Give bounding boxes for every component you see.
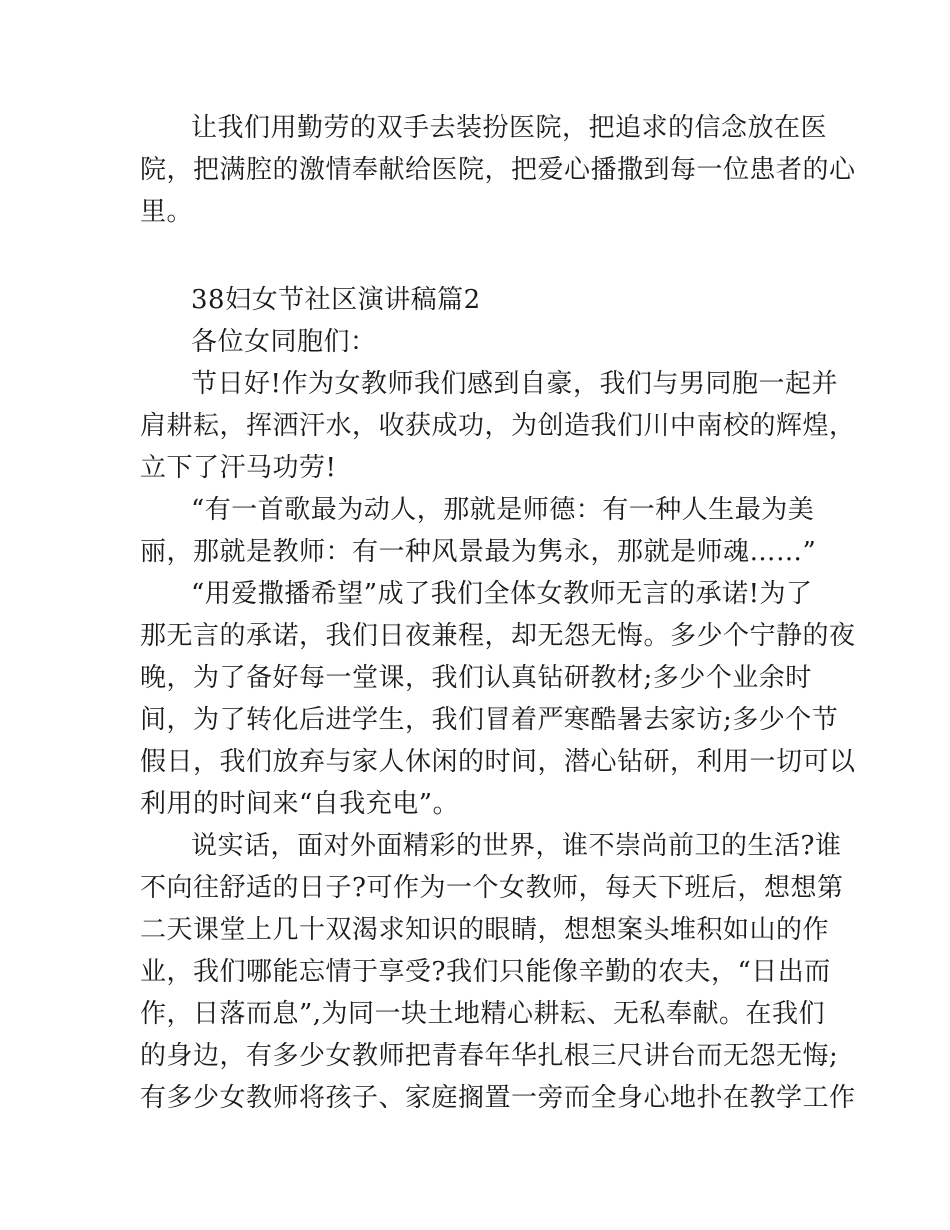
paragraph-line: 不向往舒适的日子?可作为一个女教师，每天下班后，想想第 bbox=[140, 873, 844, 903]
paragraph-line: 假日，我们放弃与家人休闲的时间，潜心钻研，利用一切可以 bbox=[140, 747, 856, 777]
paragraph-line: 丽，那就是教师：有一种风景最为隽永，那就是师魂……” bbox=[140, 537, 817, 567]
section-heading: 38妇女节社区演讲稿篇2 bbox=[191, 285, 481, 315]
paragraph-line: 肩耕耘，挥洒汗水，收获成功，为创造我们川中南校的辉煌， bbox=[140, 411, 856, 441]
paragraph-line: 的身边，有多少女教师把青春年华扎根三尺讲台而无怨无悔; bbox=[140, 1041, 839, 1071]
paragraph-line: 间，为了转化后进学生，我们冒着严寒酷暑去家访;多少个节 bbox=[140, 705, 839, 735]
paragraph-line: 那无言的承诺，我们日夜兼程，却无怨无悔。多少个宁静的夜 bbox=[140, 621, 856, 651]
paragraph-line: 院，把满腔的激情奉献给医院，把爱心播撒到每一位患者的心 bbox=[140, 155, 856, 185]
salutation: 各位女同胞们： bbox=[191, 327, 377, 357]
paragraph-line: 业，我们哪能忘情于享受?我们只能像辛勤的农夫，“日出而 bbox=[140, 957, 831, 987]
paragraph-line: “用爱撒播希望”成了我们全体女教师无言的承诺!为了 bbox=[191, 579, 813, 609]
paragraph-line: 利用的时间来“自我充电”。 bbox=[140, 789, 460, 819]
paragraph-line: 二天课堂上几十双渴求知识的眼睛，想想案头堆积如山的作 bbox=[140, 915, 830, 945]
paragraph-line: 立下了汗马功劳! bbox=[140, 453, 337, 483]
paragraph-line: 让我们用勤劳的双手去装扮医院，把追求的信念放在医 bbox=[191, 113, 828, 143]
paragraph-line: 节日好!作为女教师我们感到自豪，我们与男同胞一起并 bbox=[191, 369, 838, 399]
paragraph-line: 作，日落而息”,为同一块土地精心耕耘、无私奉献。在我们 bbox=[140, 999, 826, 1029]
paragraph-line: 有多少女教师将孩子、家庭搁置一旁而全身心地扑在教学工作 bbox=[140, 1083, 856, 1113]
paragraph-line: “有一首歌最为动人，那就是师德：有一种人生最为美 bbox=[191, 495, 815, 525]
paragraph-line: 里。 bbox=[140, 197, 194, 227]
paragraph-line: 晚，为了备好每一堂课，我们认真钻研教材;多少个业余时 bbox=[140, 663, 812, 693]
paragraph-line: 说实话，面对外面精彩的世界，谁不崇尚前卫的生活?谁 bbox=[191, 831, 842, 861]
